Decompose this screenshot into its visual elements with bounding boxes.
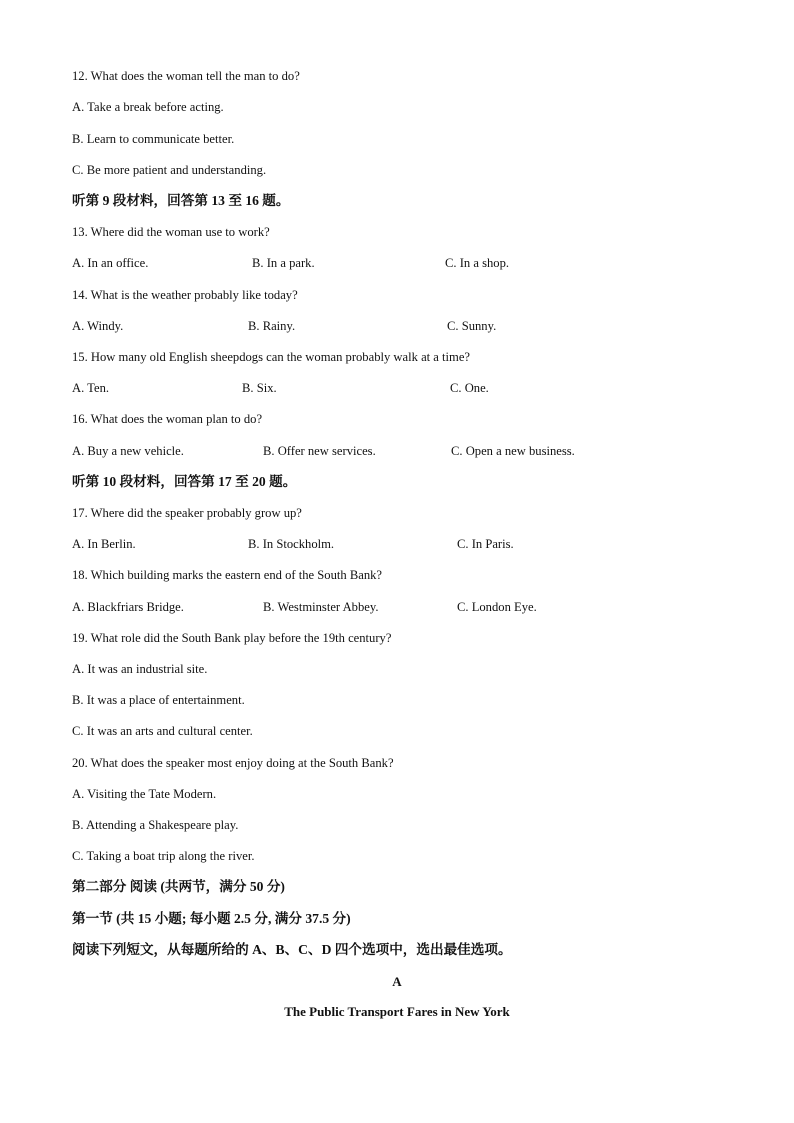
q15-option-a: A. Ten. (72, 381, 110, 395)
q18-option-a: A. Blackfriars Bridge. (72, 600, 184, 614)
q20-option-b: B. Attending a Shakespeare play. (72, 818, 239, 832)
q14-option-c: C. Sunny. (447, 319, 497, 333)
q15-option-b: B. Six. (242, 381, 277, 395)
q18-option-c: C. London Eye. (457, 600, 537, 614)
question-16: 16. What does the woman plan to do? (72, 412, 263, 426)
question-15: 15. How many old English sheepdogs can the woman probably walk at a time? (72, 350, 471, 364)
question-12: 12. What does the woman tell the man to do? (72, 69, 300, 83)
q13-option-c: C. In a shop. (445, 256, 510, 270)
part-2-heading: 第二部分 阅读 (共两节，满分 50 分) (72, 879, 285, 894)
reading-instruction: 阅读下列短文，从每题所给的 A、B、C、D 四个选项中，选出最佳选项。 (72, 942, 512, 957)
question-14: 14. What is the weather probably like today? (72, 288, 298, 302)
q17-option-b: B. In Stockholm. (248, 537, 335, 551)
section-9-heading: 听第 9 段材料，回答第 13 至 16 题。 (72, 193, 290, 208)
question-20: 20. What does the speaker most enjoy doing at the South Bank? (72, 756, 394, 770)
q13-option-b: B. In a park. (252, 256, 315, 270)
q13-option-a: A. In an office. (72, 256, 149, 270)
q19-option-b: B. It was a place of entertainment. (72, 693, 245, 707)
q20-option-c: C. Taking a boat trip along the river. (72, 849, 255, 863)
q17-option-c: C. In Paris. (457, 537, 514, 551)
q16-option-b: B. Offer new services. (263, 444, 376, 458)
q16-option-c: C. Open a new business. (451, 444, 575, 458)
q15-option-c: C. One. (450, 381, 489, 395)
section-10-heading: 听第 10 段材料，回答第 17 至 20 题。 (72, 474, 297, 489)
q18-option-b: B. Westminster Abbey. (263, 600, 379, 614)
passage-label: A (392, 974, 402, 989)
q14-option-b: B. Rainy. (248, 319, 296, 333)
question-13: 13. Where did the woman use to work? (72, 225, 270, 239)
q20-option-a: A. Visiting the Tate Modern. (72, 787, 217, 801)
question-18: 18. Which building marks the eastern end of the South Bank? (72, 568, 382, 582)
q14-option-a: A. Windy. (72, 319, 124, 333)
q12-option-a: A. Take a break before acting. (72, 100, 224, 114)
q17-option-a: A. In Berlin. (72, 537, 136, 551)
question-17: 17. Where did the speaker probably grow up? (72, 506, 302, 520)
q19-option-c: C. It was an arts and cultural center. (72, 724, 253, 738)
q16-option-a: A. Buy a new vehicle. (72, 444, 184, 458)
passage-title: The Public Transport Fares in New York (284, 1004, 510, 1019)
question-19: 19. What role did the South Bank play before the 19th century? (72, 631, 392, 645)
q12-option-b: B. Learn to communicate better. (72, 132, 235, 146)
section-1-heading: 第一节 (共 15 小题; 每小题 2.5 分, 满分 37.5 分) (72, 911, 351, 926)
q12-option-c: C. Be more patient and understanding. (72, 163, 267, 177)
q19-option-a: A. It was an industrial site. (72, 662, 208, 676)
